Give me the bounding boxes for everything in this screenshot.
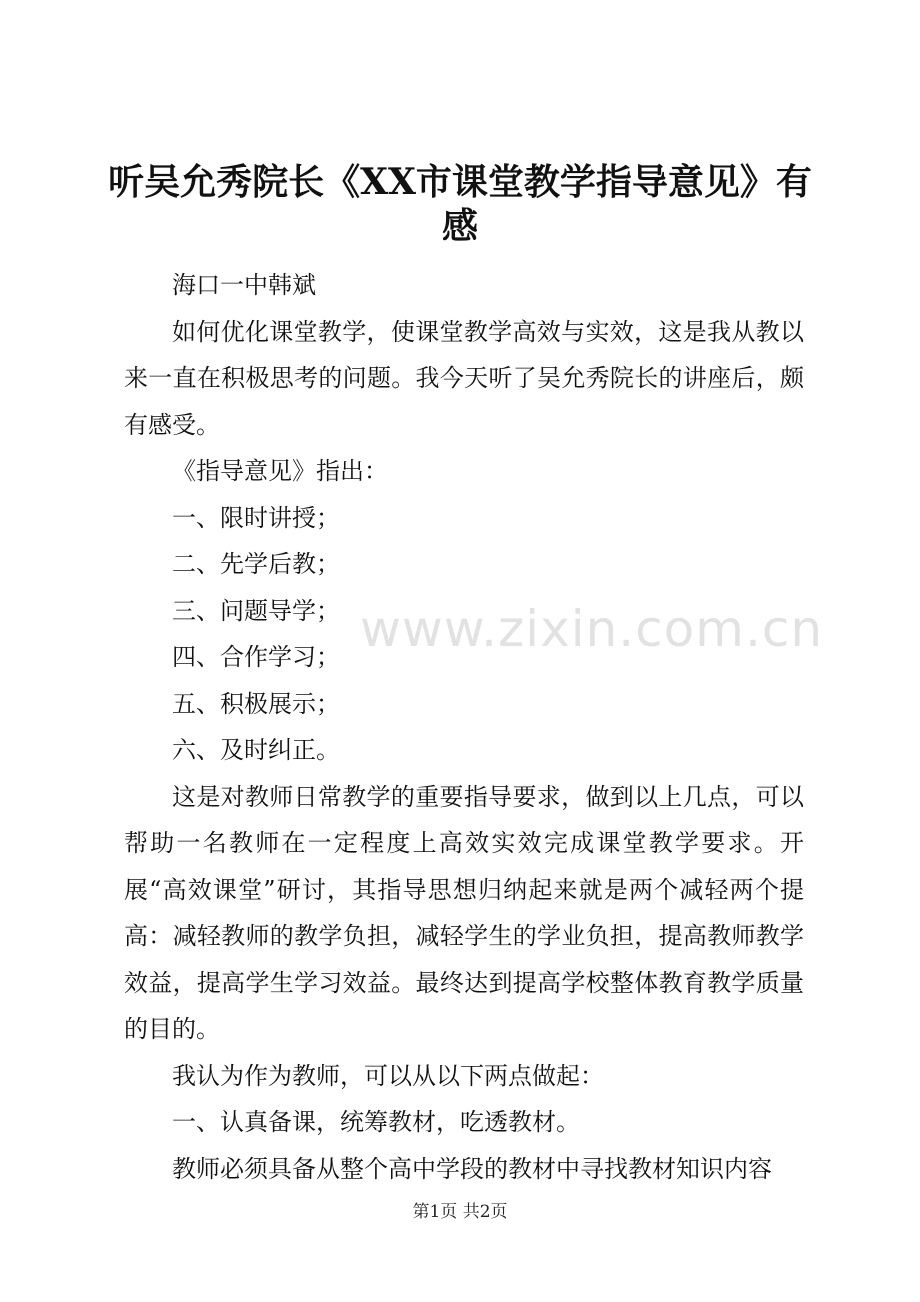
paragraph-point-1: 教师必须具备从整个高中学段的教材中寻找教材知识内容 — [172, 1154, 772, 1183]
list-item-3: 三、问题导学； — [172, 596, 340, 625]
document-title — [0, 160, 920, 248]
list-item-4: 四、合作学习； — [172, 643, 340, 671]
paragraph-guidance-heading: 《指导意见》指出： — [172, 457, 388, 485]
page-footer: 第1页 共2页 — [412, 1202, 508, 1222]
title-line-2: 感 — [441, 205, 478, 247]
paragraph-approach: 我认为作为教师，可以从以下两点做起： — [172, 1061, 604, 1090]
title-line-1: 听吴允秀院长《XX市课堂教学指导意见》有 — [108, 161, 812, 203]
watermark: www.zixin.com.cn — [360, 600, 824, 658]
paragraph-discussion: 这是对教师日常教学的重要指导要求，做到以上几点，可以帮助一名教师在一定程度上高效实效完成课堂教学要求。开展“高效课堂”研讨，其指导思想归纳起来就是两个减轻两个提高：减轻教师的教学负担，减轻学生的学业负担，提高教师教学效益，提高学生学习效益。最终达到提高学校整体教育教学质量的目的。 — [124, 782, 804, 1043]
list-item-1: 一、限时讲授； — [172, 503, 340, 532]
list-item-5: 五、积极展示； — [172, 689, 340, 718]
point-1-heading: 一、认真备课，统筹教材，吃透教材。 — [172, 1108, 580, 1136]
list-item-6: 六、及时纠正。 — [172, 736, 340, 764]
author-line: 海口一中韩斌 — [172, 271, 316, 299]
paragraph-intro: 如何优化课堂教学，使课堂教学高效与实效，这是我从教以来一直在积极思考的问题。我今天听了吴允秀院长的讲座后，颇有感受。 — [124, 317, 804, 439]
document-body — [124, 262, 804, 1192]
list-item-2: 二、先学后教； — [172, 550, 340, 578]
